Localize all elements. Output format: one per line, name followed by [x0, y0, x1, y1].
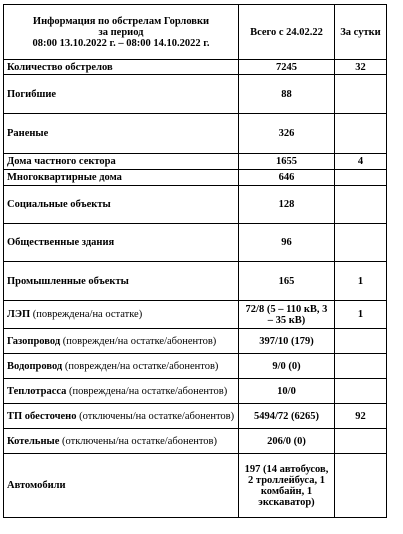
- row-day: 1: [335, 301, 387, 329]
- row-label: Раненые: [7, 128, 49, 139]
- row-label: Котельные: [7, 435, 60, 447]
- row-total: 9/0 (0): [239, 354, 335, 379]
- row-label: Общественные здания: [7, 237, 115, 248]
- table-row: [4, 154, 387, 170]
- title-line-2: за период: [98, 26, 144, 38]
- row-total: 5494/72 (6265): [239, 404, 335, 429]
- table-row: [4, 429, 387, 454]
- row-label: Водопровод: [7, 360, 63, 372]
- table-row: [4, 186, 387, 224]
- row-total: 197 (14 автобусов, 2 троллейбуса, 1 комбайн, 1 экскаватор): [239, 454, 335, 518]
- row-label-note: (повреждена/на остатке/абонентов): [66, 385, 228, 397]
- row-total: 72/8 (5 – 110 кВ, 3 – 35 кВ): [239, 301, 335, 329]
- row-label: Количество обстрелов: [7, 61, 113, 73]
- row-label: Многоквартирные дома: [7, 172, 122, 183]
- table-header-row: [4, 5, 387, 60]
- table-row: [4, 75, 387, 114]
- row-total: 10/0: [239, 379, 335, 404]
- row-total: 88: [239, 75, 335, 114]
- row-label: Социальные объекты: [7, 199, 111, 210]
- row-total: 165: [239, 262, 335, 301]
- column-header-total: Всего с 24.02.22: [239, 5, 335, 60]
- row-day: [335, 429, 387, 454]
- row-label-note: (поврежден/на остатке/абонентов): [60, 335, 217, 347]
- row-label-note: (отключены/на остатке/абонентов): [59, 435, 218, 447]
- row-day: [335, 379, 387, 404]
- table-row: [4, 404, 387, 429]
- row-day: 4: [335, 154, 387, 170]
- row-day: 1: [335, 262, 387, 301]
- table-row: [4, 301, 387, 329]
- row-day: [335, 75, 387, 114]
- row-total: 397/10 (179): [239, 329, 335, 354]
- column-header-day: За сутки: [335, 5, 387, 60]
- row-label: Теплотрасса: [7, 385, 67, 397]
- row-total: 1655: [239, 154, 335, 170]
- title-line-3: 08:00 13.10.2022 г. – 08:00 14.10.2022 г.: [32, 37, 210, 49]
- table-row: [4, 262, 387, 301]
- row-label: Промышленные объекты: [7, 275, 129, 287]
- table-row: [4, 60, 387, 75]
- row-day: [335, 454, 387, 518]
- table-row: [4, 114, 387, 154]
- row-label-note: (повреждена/на остатке): [30, 309, 143, 320]
- report-title: [4, 5, 239, 60]
- row-total: 646: [239, 170, 335, 186]
- table-row: [4, 224, 387, 262]
- row-day: 32: [335, 60, 387, 75]
- row-label: Дома частного сектора: [7, 156, 116, 167]
- row-total: 206/0 (0): [239, 429, 335, 454]
- row-day: [335, 354, 387, 379]
- row-day: [335, 186, 387, 224]
- table-row: [4, 454, 387, 518]
- row-total: 7245: [239, 60, 335, 75]
- row-label-note: (отключены/на остатке/абонентов): [76, 410, 235, 422]
- row-total: 96: [239, 224, 335, 262]
- row-label-note: (поврежден/на остатке/абонентов): [62, 360, 219, 372]
- row-day: [335, 329, 387, 354]
- report-sheet: [3, 4, 387, 518]
- shelling-report-table: [3, 4, 387, 518]
- row-label: ЛЭП: [7, 309, 31, 320]
- row-label: Газопровод: [7, 335, 61, 347]
- table-row: [4, 354, 387, 379]
- row-day: 92: [335, 404, 387, 429]
- table-row: [4, 379, 387, 404]
- row-label: Автомобили: [7, 480, 66, 491]
- row-day: [335, 170, 387, 186]
- row-day: [335, 224, 387, 262]
- title-line-1: Информация по обстрелам Горловки: [32, 15, 210, 27]
- table-row: [4, 329, 387, 354]
- row-label: ТП обесточено: [7, 410, 77, 422]
- row-total: 326: [239, 114, 335, 154]
- row-label: Погибшие: [7, 88, 57, 100]
- table-row: [4, 170, 387, 186]
- row-day: [335, 114, 387, 154]
- row-total: 128: [239, 186, 335, 224]
